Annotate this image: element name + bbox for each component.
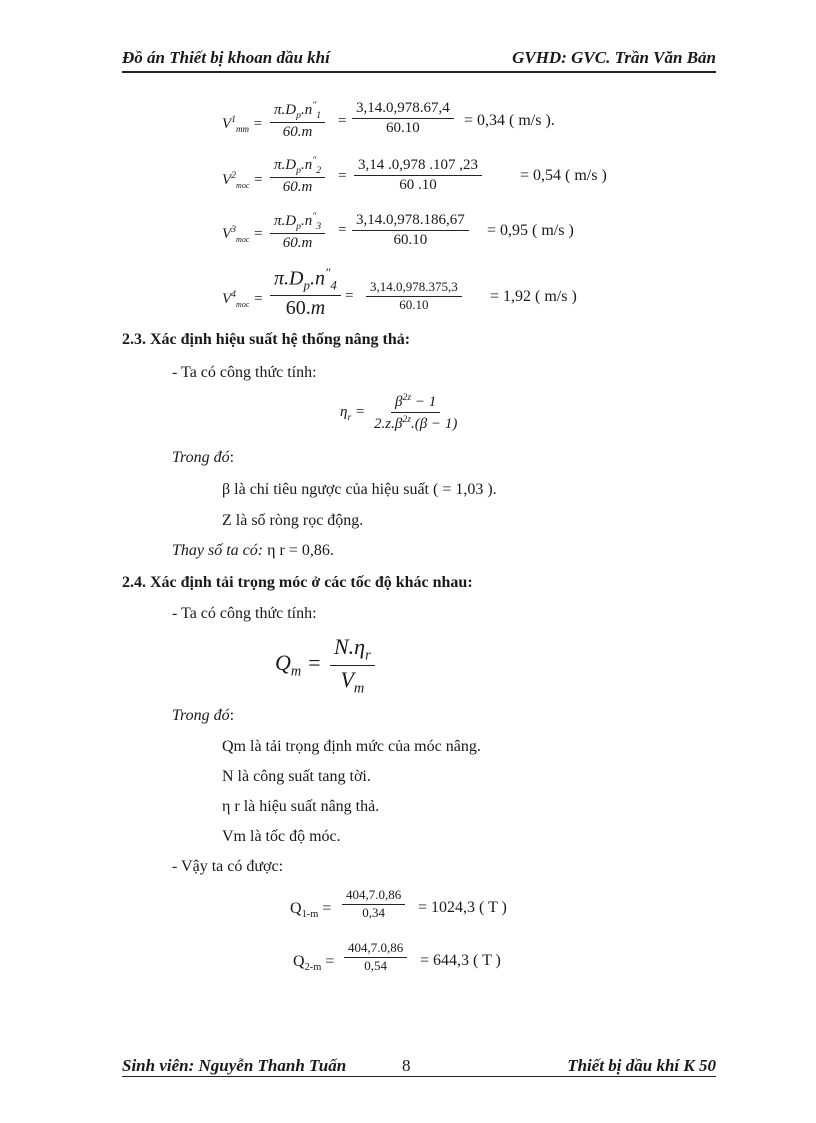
speed-4-lhs: $V^4_{moc}$ =: [222, 289, 264, 309]
footer-right: Thiết bị dầu khí K 50: [567, 1056, 716, 1075]
footer-left: Sinh viên: Nguyễn Thanh Tuấn: [122, 1056, 347, 1075]
efficiency-formula: $\frac{\beta^{2z} - 1}{2.z.\beta^{2z}.(\beta - 1)}$: [374, 392, 458, 433]
load-2-fraction: [344, 941, 407, 974]
load-formula-lhs: $Q_m$ =: [275, 650, 322, 680]
speed-1-den: 60.10: [386, 120, 420, 137]
speed-2-num: 3,14 .0,978 .107 ,23: [354, 157, 482, 176]
footer-rule: [122, 1076, 716, 1077]
header-rule: [122, 71, 716, 73]
def-eta: η r là hiệu suất nâng thả.: [222, 798, 380, 815]
def-z: Z là số ròng rọc động.: [222, 512, 364, 529]
speed-4-den: 60.10: [399, 296, 429, 312]
def-n: N là công suất tang tời.: [222, 768, 371, 785]
header-left: Đồ án Thiết bị khoan dầu khí: [122, 48, 330, 67]
speed-3-result: = 0,95 ( m/s ): [487, 222, 574, 239]
def-v: Vm là tốc độ móc.: [222, 828, 341, 845]
def-q: Qm là tải trọng định mức của móc nâng.: [222, 738, 481, 755]
section-2-3-intro: - Ta có công thức tính:: [172, 364, 317, 381]
load-1-result: = 1024,3 ( T ): [418, 899, 507, 916]
def-beta: β là chỉ tiêu ngược của hiệu suất ( = 1,03 ).: [222, 481, 497, 498]
header-right: GVHD: GVC. Trần Văn Bản: [512, 48, 716, 67]
speed-2-result: = 0,54 ( m/s ): [520, 167, 607, 184]
speed-1-numeric: [352, 100, 454, 138]
load-1-num: 404,7.0,86: [342, 888, 405, 905]
load-2-lhs: $Q_{2-m}$ =: [293, 953, 335, 974]
speed-4-result: = 1,92 ( m/s ): [490, 288, 577, 305]
load-2-num: 404,7.0,86: [344, 941, 407, 958]
speed-2-den: 60 .10: [399, 177, 437, 194]
load-1-fraction: [342, 888, 405, 921]
speed-1-symbolic: $\frac{\pi.D_p.n''_1}{60.m}$: [270, 100, 325, 141]
speed-4-eq: =: [345, 288, 354, 304]
speed-3-numeric: [352, 212, 469, 250]
speed-4-numeric: [366, 280, 462, 313]
load-formula: $\frac{N.\eta_r}{V_m}$: [330, 634, 375, 697]
speed-4-num: 3,14.0,978.375,3: [366, 280, 462, 297]
speed-3-den: 60.10: [393, 232, 428, 249]
where-label-1: Trong đó:: [172, 449, 235, 466]
speed-1-eq: =: [338, 113, 347, 129]
speed-2-symbolic: $\frac{\pi.D_p.n''_2}{60.m}$: [270, 155, 325, 196]
speed-3-eq: =: [338, 222, 347, 238]
speed-1-num: 3,14.0,978.67,4: [352, 100, 454, 119]
speed-3-num: 3,14.0,978.186,67: [352, 212, 469, 231]
speed-2-numeric: [354, 157, 482, 195]
speed-2-lhs: $V^2_{moc}$ =: [222, 170, 264, 190]
subst-line: Thay số ta có: η r = 0,86.: [172, 542, 334, 559]
load-1-den: 0,34: [362, 904, 385, 920]
conclude: - Vậy ta có được:: [172, 858, 284, 875]
load-1-lhs: $Q_{1-m}$ =: [290, 900, 332, 921]
efficiency-lhs: $\eta_r$ =: [340, 404, 366, 423]
speed-2-eq: =: [338, 168, 347, 184]
section-2-3-heading: 2.3. Xác định hiệu suất hệ thống nâng thả:: [122, 331, 411, 348]
speed-1-lhs: $V^1_{mm}$ =: [222, 114, 263, 134]
load-2-den: 0,54: [364, 957, 387, 973]
speed-1-result: = 0,34 ( m/s ).: [464, 112, 555, 129]
where-label-2: Trong đó:: [172, 707, 235, 724]
section-2-4-intro: - Ta có công thức tính:: [172, 605, 317, 622]
load-2-result: = 644,3 ( T ): [420, 952, 501, 969]
speed-3-symbolic: $\frac{\pi.D_p.n''_3}{60.m}$: [270, 211, 325, 252]
speed-3-lhs: $V^3_{moc}$ =: [222, 224, 264, 244]
section-2-4-heading: 2.4. Xác định tải trọng móc ở các tốc độ khác nhau:: [122, 574, 473, 591]
footer-page: 8: [402, 1056, 411, 1075]
speed-4-symbolic: $\frac{\pi.D_p.n''_4}{60.m}$: [270, 266, 341, 320]
